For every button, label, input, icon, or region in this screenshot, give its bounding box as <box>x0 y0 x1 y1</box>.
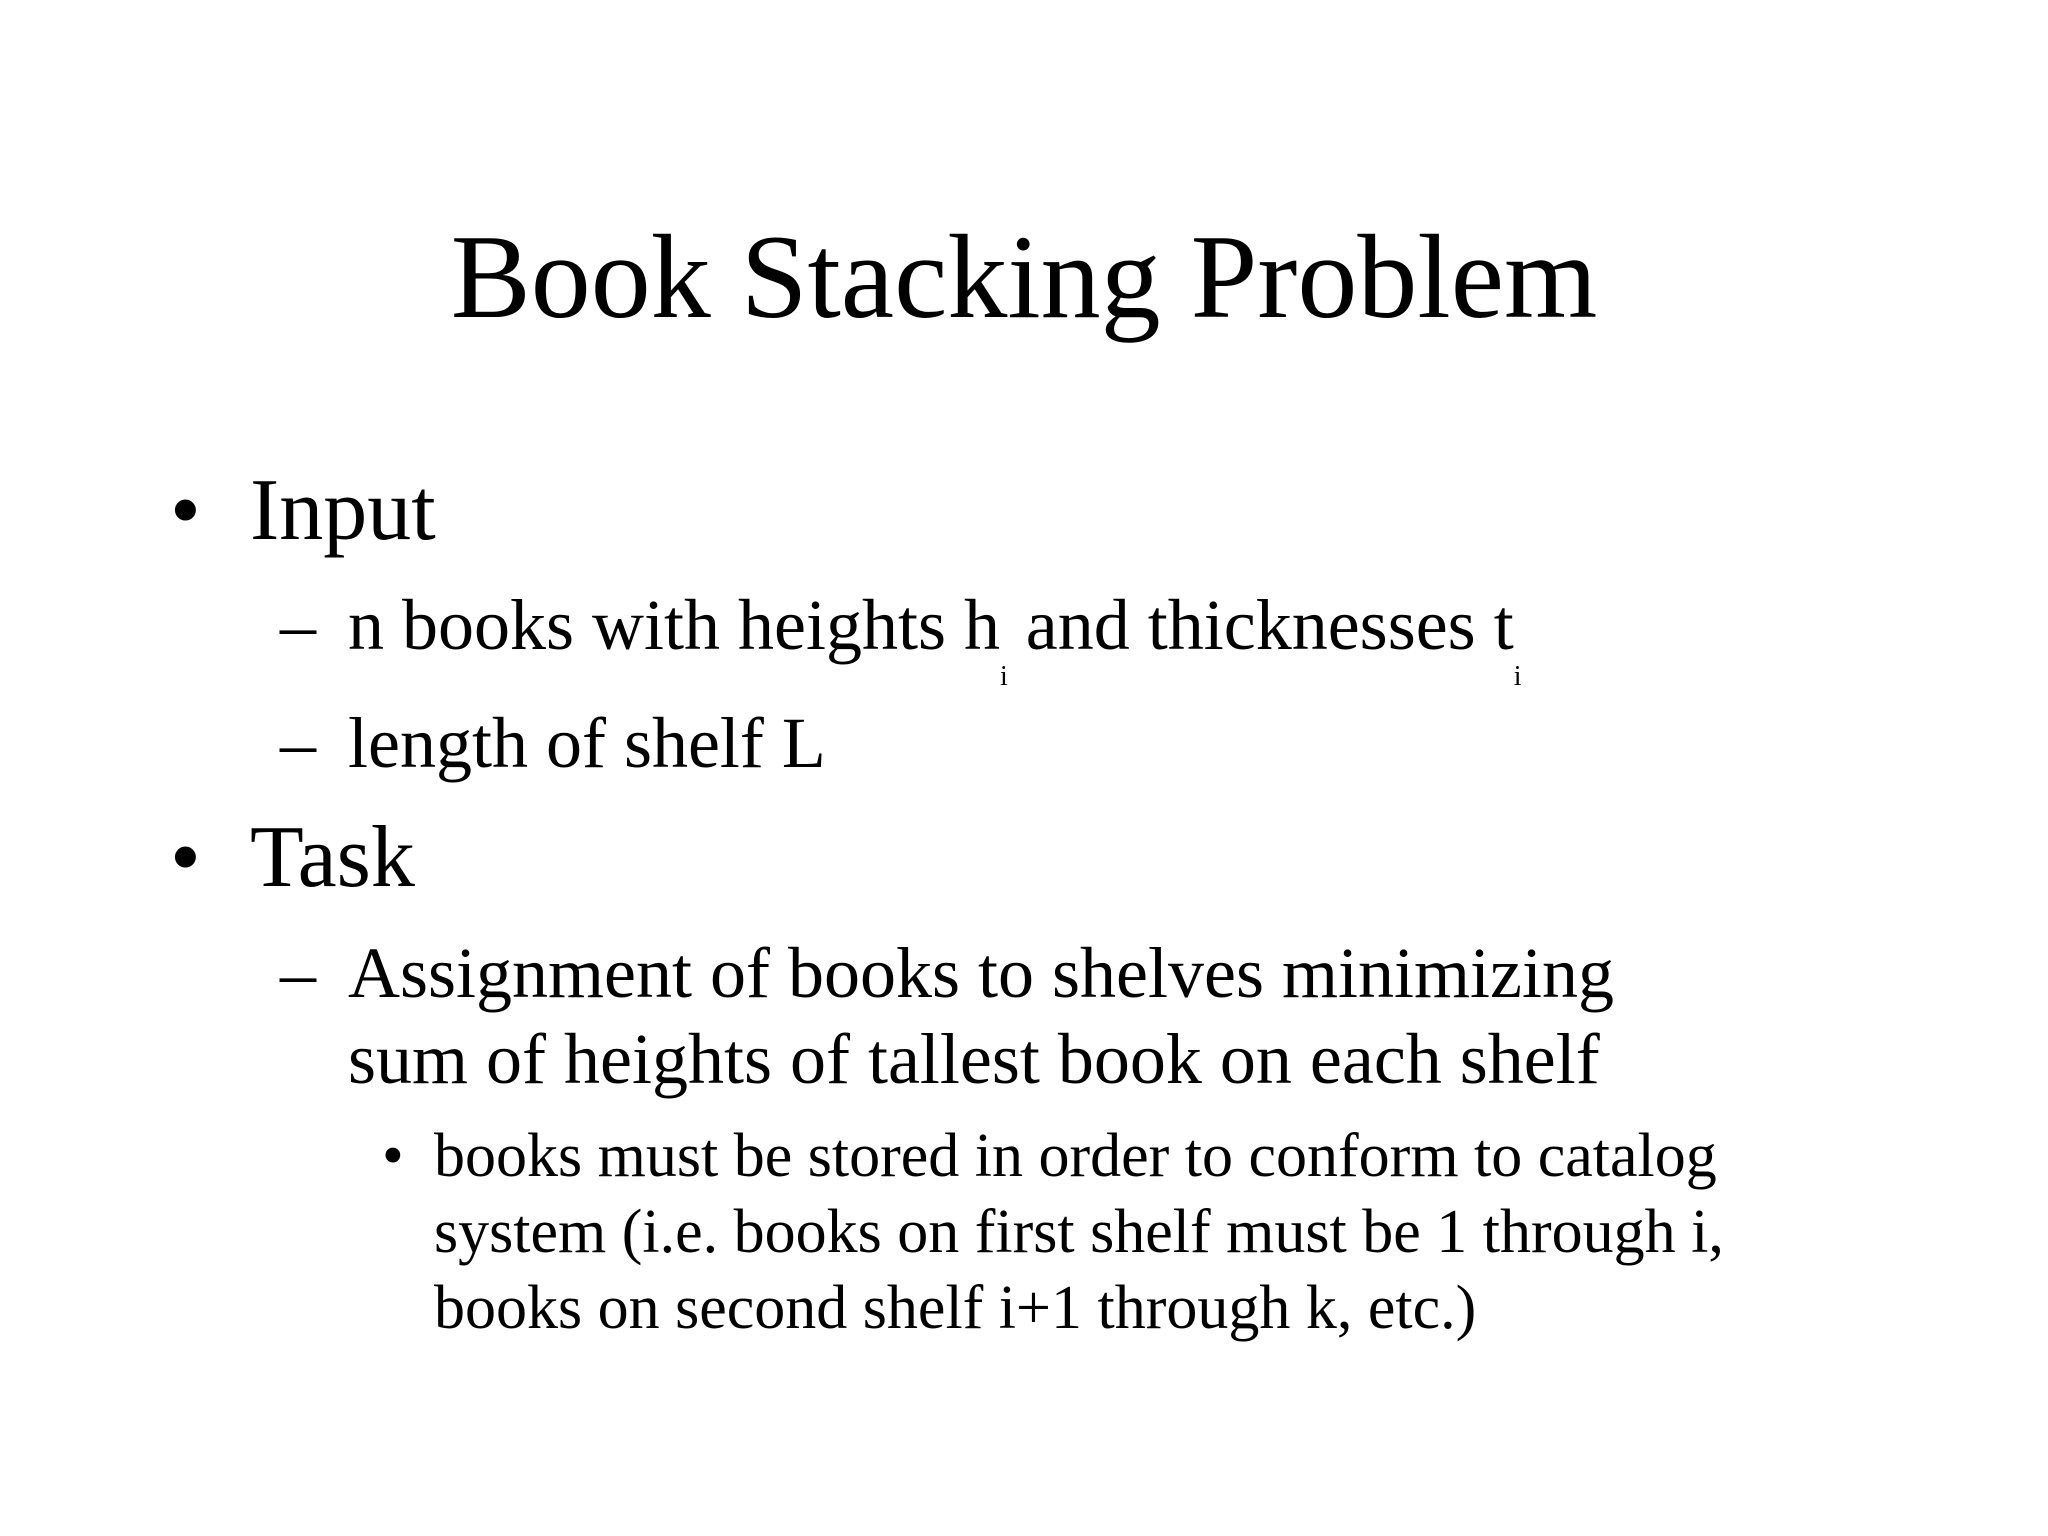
subbullet-shelf-length-text: length of shelf L <box>348 703 826 783</box>
bullet-icon: • <box>170 809 201 906</box>
bullet-input-label: Input <box>250 462 436 559</box>
h-subscript: i <box>1000 661 1008 692</box>
subbullet-books-dimensions <box>280 582 1980 692</box>
assignment-line-2: sum of heights of tallest book on each shelf <box>348 1019 1600 1099</box>
bullet-task <box>170 810 1970 906</box>
subbullet-shelf-length <box>280 700 1980 786</box>
catalog-line-1: books must be stored in order to conform to catalog <box>434 1122 1717 1190</box>
subbullet-assignment <box>280 930 1980 1102</box>
assignment-line-1: Assignment of books to shelves minimizing <box>348 933 1614 1013</box>
subbullet-assignment-text <box>348 930 1614 1102</box>
subsubbullet-catalog-order <box>382 1118 2002 1346</box>
slide-title: Book Stacking Problem <box>450 210 1598 343</box>
dash-icon: – <box>280 933 316 1013</box>
catalog-line-2: system (i.e. books on first shelf must be 1 through i, <box>434 1198 1724 1266</box>
dash-icon: – <box>280 703 316 783</box>
subsubbullet-catalog-order-text <box>434 1118 1724 1346</box>
bullet-task-label: Task <box>250 809 415 906</box>
bullet-icon: • <box>382 1122 404 1190</box>
subbullet-books-dimensions-text <box>348 582 1522 692</box>
books-heights-text: n books with heights h <box>348 585 1001 665</box>
t-subscript: i <box>1513 661 1522 692</box>
catalog-line-3: books on second shelf i+1 through k, etc.) <box>434 1274 1477 1342</box>
dash-icon: – <box>280 585 316 665</box>
bullet-icon: • <box>170 462 201 559</box>
bullet-input <box>170 463 1970 559</box>
thicknesses-text: and thicknesses t <box>1007 585 1514 665</box>
